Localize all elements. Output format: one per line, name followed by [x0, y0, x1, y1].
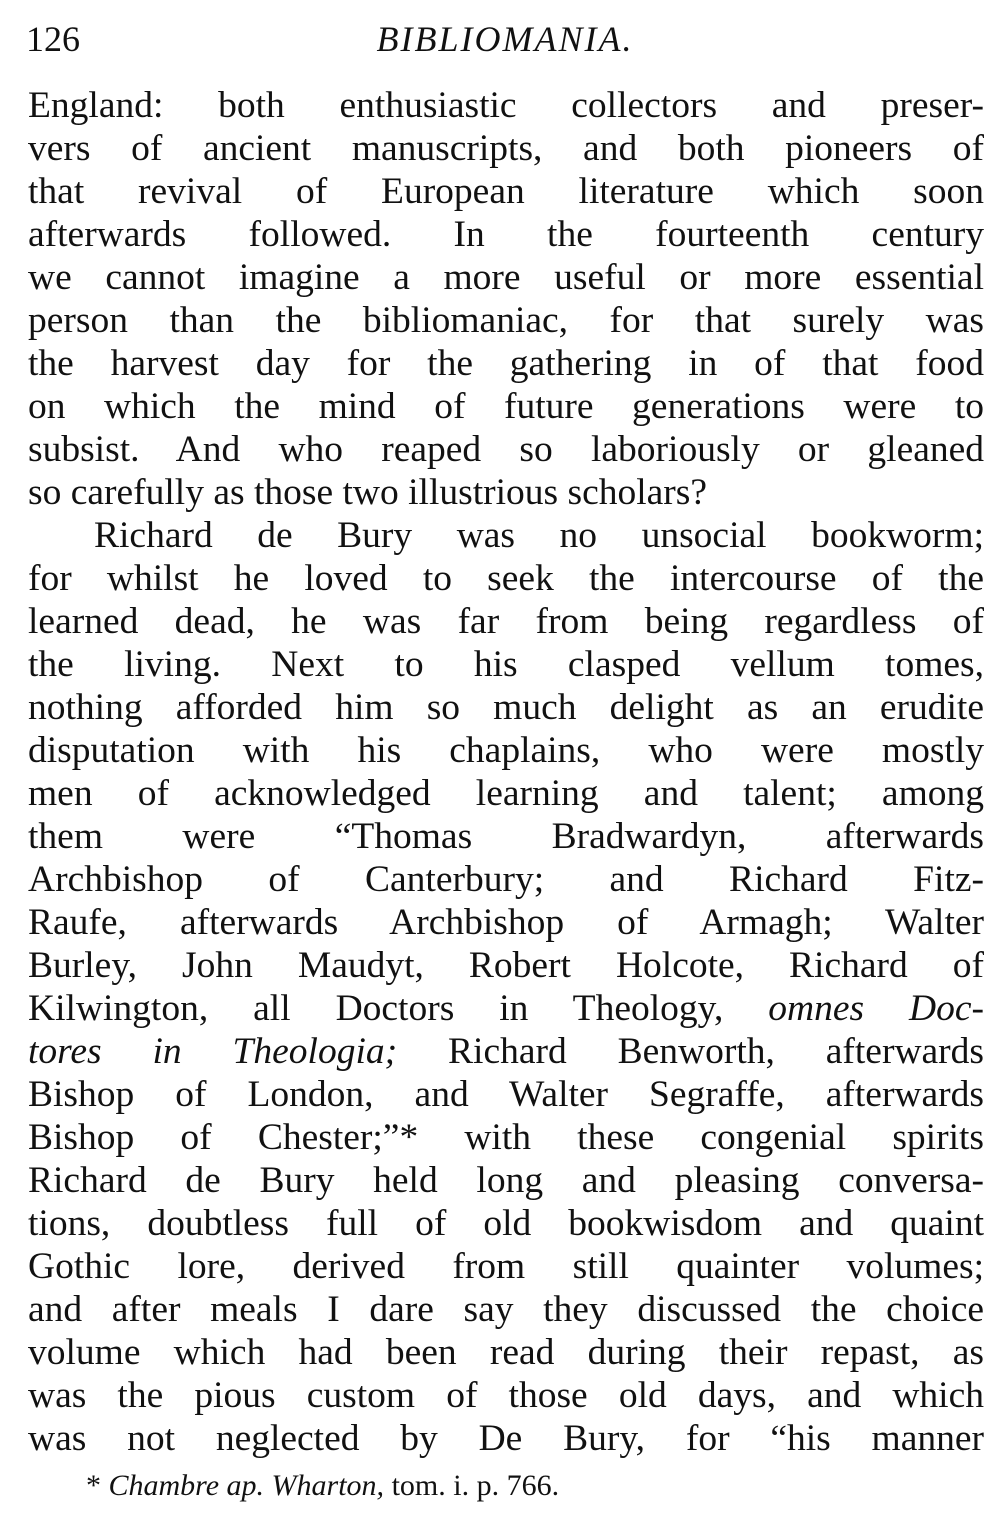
page-number: 126: [26, 19, 80, 59]
text-line: Archbishop of Canterbury; and Richard Fitz-: [28, 859, 984, 900]
text-line: tions, doubtless full of old bookwisdom and quaint: [28, 1203, 984, 1244]
text-line-with-italic: [28, 987, 984, 1030]
text-line: England: both enthusiastic collectors and preser-: [28, 85, 984, 126]
italic-latin-phrase: tores in Theologia;: [28, 1031, 398, 1072]
footnote-reference: tom. i. p. 766.: [391, 1469, 560, 1502]
body-text: [28, 84, 984, 1460]
text-line: nothing afforded him so much delight as an erudite: [28, 687, 984, 728]
text-line: was not neglected by De Bury, for “his manner: [28, 1418, 984, 1459]
text-line: Gothic lore, derived from still quainter volumes;: [28, 1246, 984, 1287]
text-line: men of acknowledged learning and talent; among: [28, 773, 984, 814]
text-line: that revival of European literature which soon: [28, 171, 984, 212]
text-line: afterwards followed. In the fourteenth century: [28, 214, 984, 255]
text-line: for whilst he loved to seek the intercourse of the: [28, 558, 984, 599]
footnote: [86, 1466, 966, 1506]
page-header: [26, 14, 984, 64]
text-line: the harvest day for the gathering in of that food: [28, 343, 984, 384]
text-line: learned dead, he was far from being regardless of: [28, 601, 984, 642]
text-line: them were “Thomas Bradwardyn, afterwards: [28, 816, 984, 857]
text-line: Burley, John Maudyt, Robert Holcote, Richard of: [28, 945, 984, 986]
text-line: on which the mind of future generations were to: [28, 386, 984, 427]
text-line: and after meals I dare say they discussed the choice: [28, 1289, 984, 1330]
text-line: disputation with his chaplains, who were mostly: [28, 730, 984, 771]
text-line: we cannot imagine a more useful or more essential: [28, 257, 984, 298]
text-line: Raufe, afterwards Archbishop of Armagh; Walter: [28, 902, 984, 943]
footnote-source: Chambre ap. Wharton,: [108, 1469, 385, 1502]
running-title: BIBLIOMANIA.: [376, 19, 634, 59]
text-line: was the pious custom of those old days, and which: [28, 1375, 984, 1416]
text-line: the living. Next to his clasped vellum tomes,: [28, 644, 984, 685]
text-line: subsist. And who reaped so laboriously or gleaned: [28, 429, 984, 470]
text-line: Bishop of Chester;”* with these congenial spirits: [28, 1117, 984, 1158]
footnote-marker: *: [86, 1469, 101, 1502]
text-line-with-italic: [28, 1030, 984, 1073]
text-line: so carefully as those two illustrious scholars?: [28, 472, 708, 513]
text-segment: Kilwington, all Doctors in Theology,: [28, 988, 724, 1029]
text-line: Richard de Bury held long and pleasing conversa-: [28, 1160, 984, 1201]
text-line: person than the bibliomaniac, for that surely was: [28, 300, 984, 341]
text-line: Bishop of London, and Walter Segraffe, afterwards: [28, 1074, 984, 1115]
italic-latin-phrase: omnes Doc-: [768, 988, 984, 1029]
text-line: vers of ancient manuscripts, and both pioneers of: [28, 128, 984, 169]
text-line: volume which had been read during their repast, as: [28, 1332, 984, 1373]
text-segment: Richard Benworth, afterwards: [448, 1031, 984, 1072]
text-line-paragraph-start: Richard de Bury was no unsocial bookworm;: [94, 515, 984, 556]
